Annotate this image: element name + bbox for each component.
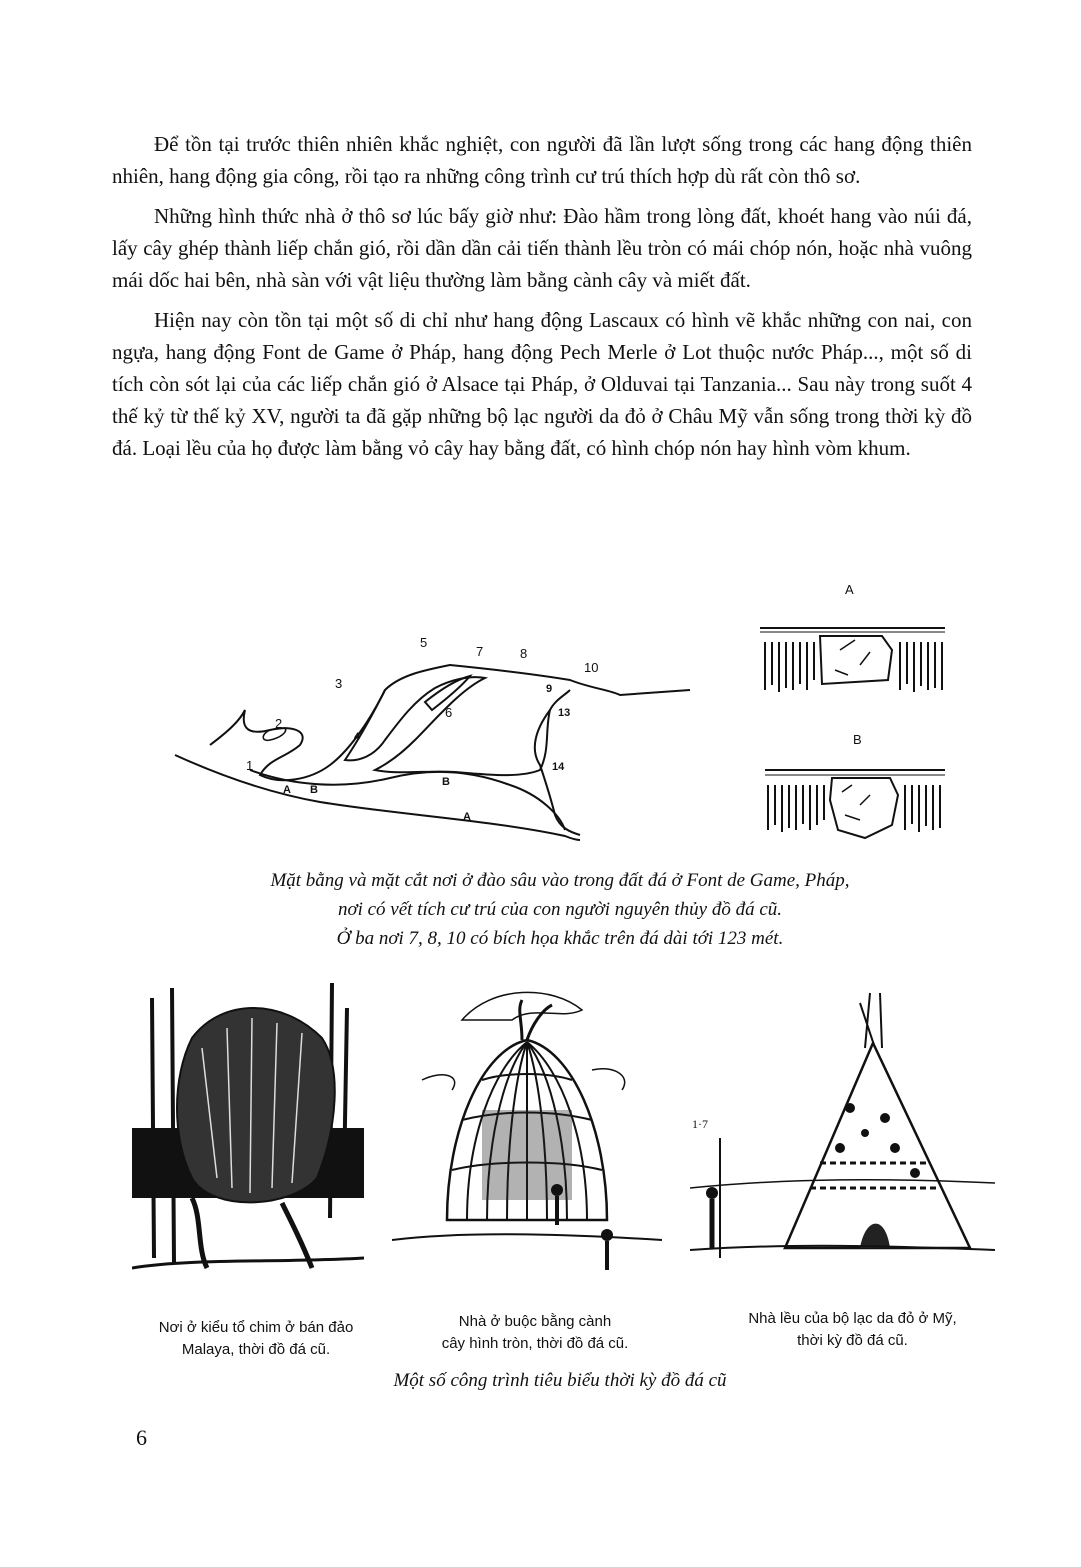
plan-label-6: 6 bbox=[445, 705, 453, 720]
body-text bbox=[112, 128, 972, 472]
plan-label-8: 8 bbox=[520, 646, 528, 661]
dome-caption bbox=[405, 1311, 665, 1355]
dome-caption-line-1: Nhà ở buộc bằng cành bbox=[458, 1313, 612, 1330]
nest-dwelling-illustration bbox=[132, 978, 364, 1278]
section-b-title: B bbox=[853, 732, 862, 747]
paragraph-1: Để tồn tại trước thiên nhiên khắc nghiệt, con người đã lần lượt sống trong các hang động thiên nhiên, hang động gia công, rồi tạo ra những công trình cư trú thích hợp dù rất còn thô sơ. bbox=[112, 132, 972, 188]
line-label-b-left: B bbox=[310, 784, 318, 796]
tipi-caption bbox=[715, 1308, 990, 1352]
dome-hut-illustration bbox=[392, 980, 662, 1280]
plan-caption-line-2: nơi có vết tích cư trú của con người nguyên thủy đồ đá cũ. bbox=[337, 899, 783, 920]
plan-label-7: 7 bbox=[476, 644, 484, 659]
line-label-a-left: A bbox=[283, 784, 291, 796]
section-a-title: A bbox=[845, 582, 854, 597]
tipi-caption-line-2: thời kỳ đồ đá cũ. bbox=[797, 1332, 908, 1349]
plan-caption bbox=[190, 866, 930, 953]
line-label-b-right: B bbox=[442, 776, 450, 788]
plan-label-4: 4 bbox=[354, 731, 361, 743]
plan-label-2: 2 bbox=[275, 716, 283, 731]
nest-caption bbox=[132, 1317, 380, 1361]
tipi-mark: 1·7 bbox=[692, 1117, 708, 1131]
plan-label-13: 13 bbox=[558, 707, 571, 719]
page-number: 6 bbox=[136, 1425, 147, 1450]
plan-label-9: 9 bbox=[546, 683, 553, 695]
plan-label-14: 14 bbox=[552, 761, 565, 773]
plan-caption-line-3: Ở ba nơi 7, 8, 10 có bích họa khắc trên đá dài tới 123 mét. bbox=[336, 928, 784, 949]
cave-plan-drawing bbox=[170, 580, 970, 880]
dome-caption-line-2: cây hình tròn, thời đồ đá cũ. bbox=[441, 1335, 629, 1352]
tipi-caption-line-1: Nhà lều của bộ lạc da đỏ ở Mỹ, bbox=[748, 1310, 957, 1327]
plan-label-5: 5 bbox=[420, 635, 428, 650]
section-a-drawing bbox=[760, 628, 945, 692]
line-label-a-right: A bbox=[463, 811, 471, 823]
nest-caption-line-1: Nơi ở kiểu tổ chim ở bán đảo bbox=[158, 1319, 354, 1336]
plan-label-3: 3 bbox=[335, 676, 343, 691]
section-b-drawing bbox=[765, 770, 945, 838]
paragraph-2: Những hình thức nhà ở thô sơ lúc bấy giờ như: Đào hầm trong lòng đất, khoét hang vào núi đá, lấy cây ghép thành liếp chắn gió, rồi dần dần cải tiến thành lều tròn có mái chóp nón, hoặc nhà vuông mái dốc hai bên, nhà sàn với vật liệu thường làm bằng cành cây và miết đất. bbox=[112, 204, 972, 292]
plan-caption-line-1: Mặt bằng và mặt cắt nơi ở đào sâu vào trong đất đá ở Font de Game, Pháp, bbox=[270, 870, 850, 891]
paragraph-3: Hiện nay còn tồn tại một số di chỉ như hang động Lascaux có hình vẽ khắc những con nai, con ngựa, hang động Font de Game ở Pháp, hang động Pech Merle ở Lot thuộc nước Pháp..., một số di tích còn sót lại của các liếp chắn gió ở Alsace tại Pháp, ở Olduvai tại Tanzania... Sau này trong suốt 4 thế kỷ từ thế kỷ XV, người ta đã gặp những bộ lạc người da đỏ ở Châu Mỹ vẫn sống trong thời kỳ đồ đá. Loại lều của họ được làm bằng vỏ cây hay bằng đất, có hình chóp nón hay hình vòm khum. bbox=[112, 308, 972, 460]
tipi-illustration bbox=[690, 988, 995, 1268]
plan-label-1: 1 bbox=[246, 758, 254, 773]
cave-plan-figure bbox=[170, 580, 970, 880]
plan-label-10: 10 bbox=[584, 660, 599, 675]
nest-caption-line-2: Malaya, thời đồ đá cũ. bbox=[181, 1341, 331, 1358]
illustrations-group-caption: Một số công trình tiêu biểu thời kỳ đồ đá cũ bbox=[393, 1370, 727, 1391]
